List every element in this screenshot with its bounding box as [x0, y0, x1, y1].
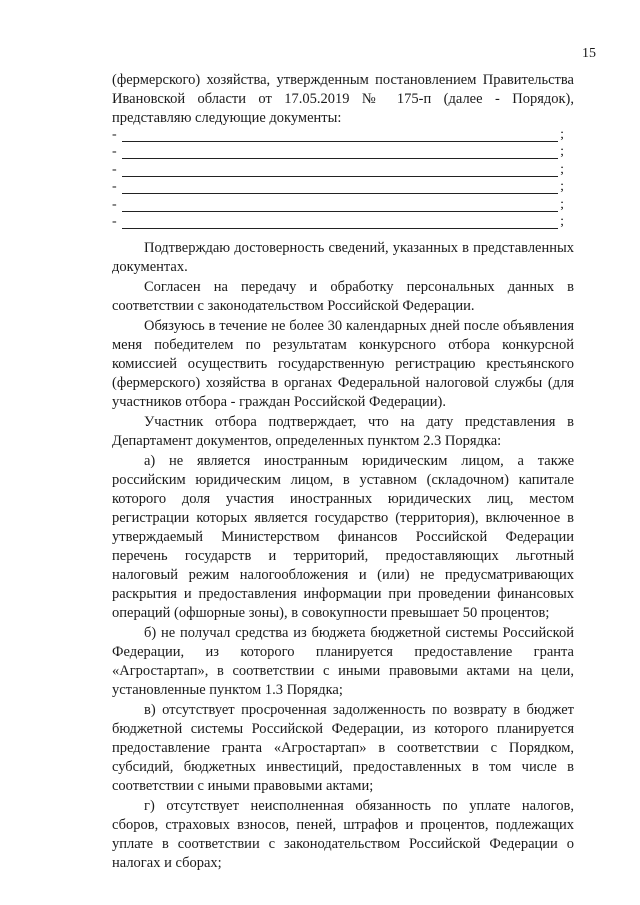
paragraph-item-a: а) не является иностранным юридическим лицом, а также российским юридическим лицом, в уставном (складочном) капитале которого доля участия иностранных юридических лиц, местом регистрации которых является государство (территория), включенное в утверждаемый Министерством финансов Российской Федерации перечень государств и территорий, предоставляющих льготный налоговый режим налогообложения и (или) не предусматривающих раскрытия и предоставления информации при проведении финансовых операций (офшорные зоны), в совокупности превышает 50 процентов;	[112, 453, 574, 621]
page-number: 15	[582, 46, 596, 61]
list-dash: -	[112, 214, 117, 229]
blank-field	[122, 182, 558, 194]
paragraph-confirmation: Подтверждаю достоверность сведений, указанных в представленных документах.	[112, 240, 574, 275]
paragraph-participant: Участник отбора подтверждает, что на дату представления в Департамент документов, определенных пунктом 2.3 Порядка:	[112, 414, 574, 449]
list-dash: -	[112, 126, 117, 142]
blank-field	[122, 165, 558, 177]
list-dash: -	[112, 196, 117, 212]
blank-field	[122, 130, 558, 142]
blank-field	[122, 200, 558, 212]
documents-list	[112, 124, 564, 229]
document-blank-line	[112, 159, 564, 177]
list-semicolon: ;	[560, 214, 564, 229]
list-semicolon: ;	[560, 196, 564, 212]
document-blank-line	[112, 124, 564, 142]
document-blank-line	[112, 212, 564, 230]
document-blank-line	[112, 194, 564, 212]
intro-paragraph: (фермерского) хозяйства, утвержденным постановлением Правительства Ивановской области от 17.05.2019 № 175-п (далее - Порядок), представляю следующие документы:	[112, 72, 574, 126]
list-semicolon: ;	[560, 161, 564, 177]
list-dash: -	[112, 144, 117, 159]
body-text	[112, 239, 574, 874]
blank-field	[122, 147, 558, 159]
blank-field	[122, 217, 558, 229]
paragraph-consent: Согласен на передачу и обработку персональных данных в соответствии с законодательством Российской Федерации.	[112, 279, 574, 314]
document-blank-line	[112, 177, 564, 195]
list-dash: -	[112, 179, 117, 194]
list-dash: -	[112, 161, 117, 177]
paragraph-item-b: б) не получал средства из бюджета бюджетной системы Российской Федерации, из которого планируется предоставление гранта «Агростартап», в соответствии с иными правовыми актами на цели, установленные пунктом 1.3 Порядка;	[112, 625, 574, 698]
paragraph-item-v: в) отсутствует просроченная задолженность по возврату в бюджет бюджетной системы Российской Федерации, из которого планируется предоставление гранта «Агростартап» в соответствии с Порядком, субсидий, бюджетных инвестиций, предоставленных в том числе в соответствии с иными правовыми актами;	[112, 702, 574, 794]
list-semicolon: ;	[560, 179, 564, 194]
list-semicolon: ;	[560, 144, 564, 159]
paragraph-obligation: Обязуюсь в течение не более 30 календарных дней после объявления меня победителем по результатам конкурсного отбора конкурсной комиссией осуществить государственную регистрацию крестьянского (фермерского) хозяйства в органах Федеральной налоговой службы (для участников отбора - граждан Российской Федерации).	[112, 318, 574, 410]
document-blank-line	[112, 142, 564, 160]
intro-block	[112, 71, 574, 129]
paragraph-item-g: г) отсутствует неисполненная обязанность по уплате налогов, сборов, страховых взносов, пеней, штрафов и процентов, подлежащих уплате в соответствии с законодательством Российской Федерации о налогах и сборах;	[112, 798, 574, 871]
list-semicolon: ;	[560, 126, 564, 142]
